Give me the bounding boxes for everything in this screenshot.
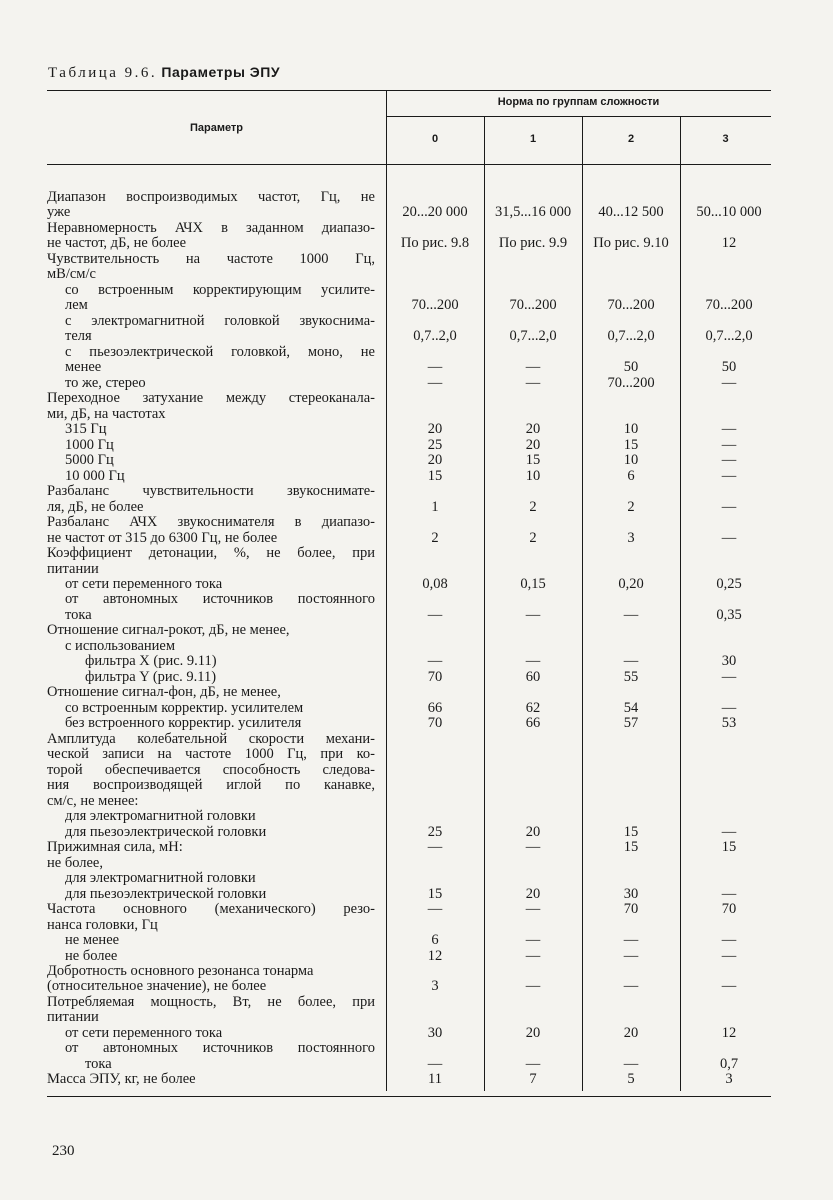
- param-text-line: от автономных источников постоянного: [65, 1040, 375, 1057]
- value-cell-col-3: —: [721, 668, 737, 685]
- value-cell-col-3: 70...200: [705, 297, 753, 314]
- param-text-line: ния воспроизводящей иглой по канавке,: [47, 777, 375, 794]
- value-cell-col-1: —: [525, 653, 541, 670]
- param-text-line: не более: [65, 947, 118, 964]
- value-cell-col-1: 2: [529, 529, 537, 546]
- param-text-line: для пьезоэлектрической головки: [65, 823, 267, 840]
- value-cell-col-3: 0,35: [716, 606, 742, 623]
- header-bottom-rule: [47, 164, 771, 165]
- value-cell-col-0: 11: [428, 1071, 442, 1088]
- value-cell-col-2: —: [623, 932, 639, 949]
- param-text-line: Потребляемая мощность, Вт, не более, при: [47, 993, 375, 1010]
- param-text-line: питании: [47, 1009, 99, 1026]
- value-cell-col-1: 62: [525, 699, 541, 716]
- value-cell-col-1: По рис. 9.9: [498, 235, 568, 252]
- param-text-line: с электромагнитной головкой звукоснима-: [65, 312, 375, 329]
- value-cell-col-0: —: [427, 606, 443, 623]
- param-text-line: фильтра X (рис. 9.11): [85, 653, 217, 670]
- param-text-line: не частот от 315 до 6300 Гц, не более: [47, 529, 278, 546]
- value-cell-col-3: 12: [721, 235, 737, 252]
- param-text-line: ческой записи на частоте 1000 Гц, при ко-: [47, 746, 375, 763]
- value-cell-col-2: —: [623, 653, 639, 670]
- param-text-line: лем: [65, 297, 88, 314]
- value-cell-col-3: —: [721, 823, 737, 840]
- value-cell-col-1: 7: [529, 1071, 537, 1088]
- param-text-line: теля: [65, 328, 92, 345]
- value-cell-col-0: —: [427, 359, 443, 376]
- value-cell-col-1: 10: [525, 467, 541, 484]
- value-cell-col-1: —: [525, 374, 541, 391]
- column-header-1: 1: [529, 133, 537, 145]
- value-cell-col-2: 3: [627, 529, 635, 546]
- value-cell-col-0: 66: [427, 699, 443, 716]
- value-cell-col-3: —: [721, 436, 737, 453]
- value-cell-col-0: 70: [427, 715, 443, 732]
- value-cell-col-3: 0,25: [716, 576, 742, 592]
- value-cell-col-2: 0,20: [618, 576, 644, 592]
- value-cell-col-1: 70...200: [509, 297, 557, 314]
- value-cell-col-2: 30: [623, 885, 639, 902]
- param-text-line: Разбаланс чувствительности звукоснимате-: [47, 483, 375, 500]
- param-text-line: Переходное затухание между стереоканала-: [47, 390, 375, 407]
- value-cell-col-0: 3: [431, 978, 439, 995]
- value-cell-col-2: —: [623, 606, 639, 623]
- table-label: Таблица 9.6.: [48, 65, 158, 81]
- value-cell-col-0: 30: [427, 1024, 443, 1041]
- column-header-0: 0: [431, 133, 439, 145]
- value-cell-col-0: 6: [431, 932, 439, 949]
- param-text-line: не более,: [47, 854, 103, 871]
- value-cell-col-0: 20: [427, 452, 443, 469]
- value-cell-col-2: 50: [623, 359, 639, 376]
- value-cell-col-0: —: [427, 653, 443, 670]
- value-cell-col-2: 54: [623, 699, 639, 716]
- param-text-line: 1000 Гц: [65, 436, 114, 453]
- value-cell-col-0: —: [427, 901, 443, 918]
- value-cell-col-1: —: [525, 947, 541, 964]
- value-cell-col-1: —: [525, 932, 541, 949]
- value-cell-col-2: 10: [623, 421, 639, 438]
- value-cell-col-3: 0,7...2,0: [705, 328, 753, 345]
- value-cell-col-0: 0,7..2,0: [413, 328, 457, 345]
- value-cell-col-1: 0,7...2,0: [509, 328, 557, 345]
- param-text-line: для электромагнитной головки: [65, 870, 256, 887]
- column-header-2: 2: [627, 133, 635, 145]
- value-cell-col-3: —: [721, 421, 737, 438]
- value-cell-col-0: По рис. 9.8: [400, 235, 470, 252]
- value-cell-col-2: 15: [623, 823, 639, 840]
- value-cell-col-3: 30: [721, 653, 737, 670]
- param-text-line: от сети переменного тока: [65, 576, 223, 592]
- value-cell-col-0: 1: [431, 498, 439, 515]
- param-text-line: тока: [85, 1055, 112, 1072]
- value-cell-col-3: —: [721, 498, 737, 515]
- value-cell-col-0: 15: [427, 467, 443, 484]
- value-cell-col-3: —: [721, 374, 737, 391]
- value-cell-col-2: 55: [623, 668, 639, 685]
- value-cell-col-1: 20: [525, 885, 541, 902]
- value-cell-col-2: 57: [623, 715, 639, 732]
- value-cell-col-1: —: [525, 359, 541, 376]
- param-text-line: с использованием: [65, 637, 176, 654]
- value-cell-col-0: —: [427, 1055, 443, 1072]
- value-cell-col-2: 10: [623, 452, 639, 469]
- page-number: 230: [52, 1143, 75, 1159]
- value-cell-col-0: 15: [427, 885, 443, 902]
- table-top-rule: [47, 90, 771, 91]
- value-cell-col-2: 2: [627, 498, 635, 515]
- group-column-header: Норма по группам сложности: [497, 96, 660, 108]
- param-text-line: нанса головки, Гц: [47, 916, 158, 933]
- param-text-line: без встроенного корректир. усилителя: [65, 715, 302, 732]
- value-cell-col-0: 20: [427, 421, 443, 438]
- value-cell-col-3: 12: [721, 1024, 737, 1041]
- value-cell-col-3: —: [721, 699, 737, 716]
- param-text-line: см/с, не менее:: [47, 792, 139, 809]
- param-text-line: для электромагнитной головки: [65, 808, 256, 825]
- param-text-line: мВ/см/с: [47, 266, 96, 283]
- param-text-line: Диапазон воспроизводимых частот, Гц, не: [47, 189, 375, 205]
- value-cell-col-1: 2: [529, 498, 537, 515]
- value-cell-col-1: 15: [525, 452, 541, 469]
- value-cell-col-0: 70...200: [411, 297, 459, 314]
- value-cell-col-0: 70: [427, 668, 443, 685]
- value-cell-col-0: 2: [431, 529, 439, 546]
- param-text-line: торой обеспечивается способность следова-: [47, 761, 375, 778]
- param-text-line: Добротность основного резонанса тонарма: [47, 963, 314, 979]
- param-text-line: уже: [47, 204, 71, 221]
- param-text-line: не менее: [65, 932, 120, 949]
- value-cell-col-2: 40...12 500: [598, 204, 664, 221]
- value-cell-col-1: 60: [525, 668, 541, 685]
- param-text-line: тока: [65, 606, 92, 623]
- value-cell-col-1: —: [525, 978, 541, 995]
- value-cell-col-3: 0,7: [719, 1055, 739, 1072]
- value-cell-col-3: 15: [721, 839, 737, 856]
- value-cell-col-2: 5: [627, 1071, 635, 1088]
- value-cell-col-2: 70...200: [607, 374, 655, 391]
- param-text-line: Прижимная сила, мН:: [47, 839, 183, 856]
- param-column-header: Параметр: [189, 122, 244, 134]
- value-cell-col-2: 0,7...2,0: [607, 328, 655, 345]
- value-cell-col-2: По рис. 9.10: [593, 235, 669, 252]
- value-cell-col-1: 66: [525, 715, 541, 732]
- value-cell-col-3: —: [721, 885, 737, 902]
- param-text-line: со встроенным корректир. усилителем: [65, 699, 304, 716]
- param-text-line: 315 Гц: [65, 421, 107, 438]
- column-header-3: 3: [722, 133, 729, 145]
- param-text-line: Масса ЭПУ, кг, не более: [47, 1071, 196, 1088]
- param-text-line: (относительное значение), не более: [47, 978, 267, 995]
- value-cell-col-2: 20: [623, 1024, 639, 1041]
- value-cell-col-3: 50...10 000: [696, 204, 762, 221]
- param-text-line: Неравномерность АЧХ в заданном диапазо-: [47, 219, 375, 236]
- param-text-line: со встроенным корректирующим усилите-: [65, 281, 375, 298]
- value-cell-col-1: 20: [525, 421, 541, 438]
- value-cell-col-1: —: [525, 1055, 541, 1072]
- value-cell-col-0: 12: [427, 947, 443, 964]
- param-text-line: ля, дБ, не более: [47, 498, 144, 515]
- value-cell-col-3: 53: [721, 715, 737, 732]
- value-cell-col-1: —: [525, 606, 541, 623]
- value-cell-col-3: —: [721, 932, 737, 949]
- param-text-line: не частот, дБ, не более: [47, 235, 187, 252]
- value-cell-col-1: 31,5...16 000: [494, 204, 572, 221]
- value-cell-col-3: 70: [721, 901, 737, 918]
- value-cell-col-2: 6: [627, 467, 635, 484]
- param-text-line: с пьезоэлектрической головкой, моно, не: [65, 343, 375, 360]
- param-text-line: Разбаланс АЧХ звукоснимателя в диапазо-: [47, 514, 375, 531]
- value-cell-col-2: 70: [623, 901, 639, 918]
- param-text-line: менее: [65, 359, 102, 376]
- param-text-line: Амплитуда колебательной скорости механи-: [47, 730, 375, 747]
- param-text-line: для пьезоэлектрической головки: [65, 885, 267, 902]
- value-cell-col-2: 15: [623, 839, 639, 856]
- value-cell-col-2: —: [623, 947, 639, 964]
- value-cell-col-0: —: [427, 374, 443, 391]
- value-cell-col-1: 20: [525, 823, 541, 840]
- group-header-rule: [386, 116, 771, 117]
- value-cell-col-1: 20: [525, 1024, 541, 1041]
- param-text-line: ми, дБ, на частотах: [47, 405, 166, 422]
- value-cell-col-3: 3: [725, 1071, 733, 1088]
- param-text-line: питании: [47, 560, 99, 577]
- value-cell-col-1: —: [525, 901, 541, 918]
- value-cell-col-3: —: [721, 452, 737, 469]
- value-cell-col-3: —: [721, 467, 737, 484]
- param-text-line: от сети переменного тока: [65, 1024, 223, 1041]
- param-text-line: от автономных источников постоянного: [65, 591, 375, 608]
- param-text-line: 10 000 Гц: [65, 467, 125, 484]
- param-text-line: фильтра Y (рис. 9.11): [85, 668, 217, 685]
- value-cell-col-1: 0,15: [520, 576, 546, 592]
- value-cell-col-3: 50: [721, 359, 737, 376]
- param-text-line: Частота основного (механического) резо-: [47, 901, 375, 918]
- value-cell-col-0: —: [427, 839, 443, 856]
- value-cell-col-1: 20: [525, 436, 541, 453]
- value-cell-col-3: —: [721, 529, 737, 546]
- value-cell-col-2: 15: [623, 436, 639, 453]
- value-cell-col-0: 25: [427, 436, 443, 453]
- value-cell-col-3: —: [721, 978, 737, 995]
- value-cell-col-0: 20...20 000: [402, 204, 468, 221]
- value-cell-col-3: —: [721, 947, 737, 964]
- param-text-line: Отношение сигнал-рокот, дБ, не менее,: [47, 622, 290, 639]
- value-cell-col-2: —: [623, 978, 639, 995]
- param-text-line: 5000 Гц: [65, 452, 114, 469]
- param-text-line: Коэффициент детонации, %, не более, при: [47, 545, 375, 562]
- param-text-line: то же, стерео: [65, 374, 146, 391]
- value-cell-col-0: 25: [427, 823, 443, 840]
- value-cell-col-2: —: [623, 1055, 639, 1072]
- table-caption: [48, 64, 280, 82]
- table-bottom-rule: [47, 1096, 771, 1097]
- table-title: Параметры ЭПУ: [161, 64, 281, 80]
- param-text-line: Чувствительность на частоте 1000 Гц,: [47, 250, 375, 267]
- param-text-line: Отношение сигнал-фон, дБ, не менее,: [47, 684, 281, 701]
- value-cell-col-1: —: [525, 839, 541, 856]
- value-cell-col-2: 70...200: [607, 297, 655, 314]
- value-cell-col-0: 0,08: [422, 576, 448, 592]
